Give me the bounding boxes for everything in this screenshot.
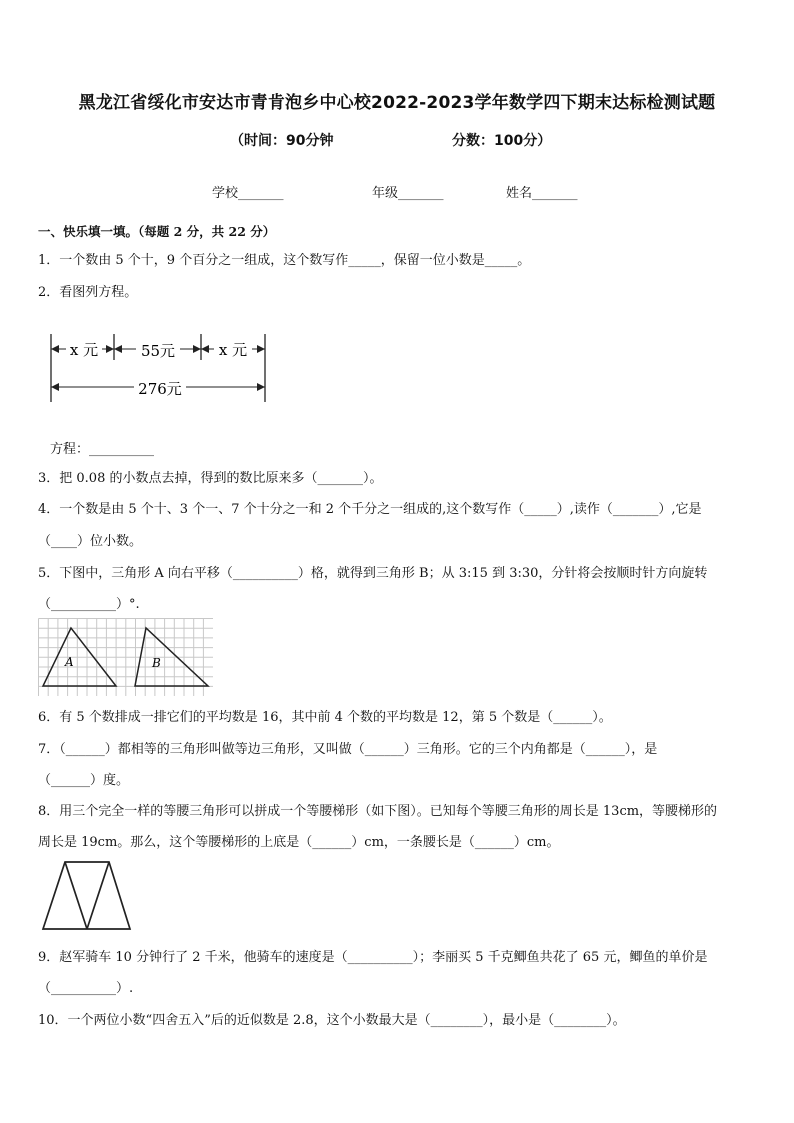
- page-title: 黑龙江省绥化市安达市青肯泡乡中心校2022-2023学年数学四下期末达标检测试题: [78, 93, 716, 113]
- grade-field: 年级_______: [372, 186, 444, 201]
- exam-time: （时间：90分钟: [230, 133, 334, 149]
- school-field: 学校_______: [212, 186, 284, 201]
- segment-label-55: 55元: [140, 342, 176, 360]
- question-8-line-2: 周长是 19cm。那么，这个等腰梯形的上底是（______）cm，一条腰长是（______）cm。: [38, 835, 560, 850]
- question-9-line-2: （__________）.: [38, 981, 134, 996]
- triangle-grid-figure: [38, 618, 214, 698]
- question-6: 6．有 5 个数排成一排它们的平均数是 16，其中前 4 个数的平均数是 12，第 5 个数是（______）。: [38, 710, 612, 725]
- trapezoid-figure: [38, 858, 138, 932]
- question-2-equation: 方程：__________: [50, 442, 155, 457]
- segment-label-x1: x 元: [69, 341, 99, 359]
- question-1: 1．一个数由 5 个十，9 个百分之一组成，这个数写作_____，保留一位小数是_____。: [38, 253, 531, 268]
- segment-label-x2: x 元: [218, 341, 248, 359]
- question-4-line-1: 4．一个数是由 5 个十、3 个一、7 个十分之一和 2 个千分之一组成的,这个数写作（_____）,读作（_______）,它是: [38, 502, 702, 517]
- question-7-line-2: （______）度。: [38, 773, 130, 788]
- triangle-b-label: B: [152, 656, 161, 670]
- name-field: 姓名_______: [506, 186, 578, 201]
- exam-score: 分数：100分）: [452, 133, 552, 149]
- question-9-line-1: 9．赵军骑车 10 分钟行了 2 千米，他骑车的速度是（__________）；李丽买 5 千克鲫鱼共花了 65 元，鲫鱼的单价是: [38, 950, 708, 965]
- question-8-line-1: 8．用三个完全一样的等腰三角形可以拼成一个等腰梯形（如下图）。已知每个等腰三角形的周长是 13cm，等腰梯形的: [38, 804, 718, 819]
- question-5-line-2: （__________）°.: [38, 597, 140, 612]
- triangle-a-label: A: [65, 655, 74, 669]
- question-5-line-1: 5．下图中，三角形 A 向右平移（__________）格，就得到三角形 B；从 3:15 到 3:30，分针将会按顺时针方向旋转: [38, 566, 708, 581]
- question-2: 2．看图列方程。: [38, 285, 138, 300]
- question-7-line-1: 7．（______）都相等的三角形叫做等边三角形，又叫做（______）三角形。它的三个内角都是（______），是: [38, 742, 658, 757]
- section-title: 一、快乐填一填。（每题 2 分，共 22 分）: [38, 224, 276, 239]
- question-10: 10．一个两位小数“四舍五入”后的近似数是 2.8，这个小数最大是（________），最小是（________）。: [38, 1013, 626, 1028]
- question-4-line-2: （____）位小数。: [38, 534, 143, 549]
- segment-label-total: 276元: [138, 380, 182, 398]
- question-3: 3．把 0.08 的小数点去掉，得到的数比原来多（_______）。: [38, 471, 383, 486]
- segment-diagram: [44, 328, 274, 404]
